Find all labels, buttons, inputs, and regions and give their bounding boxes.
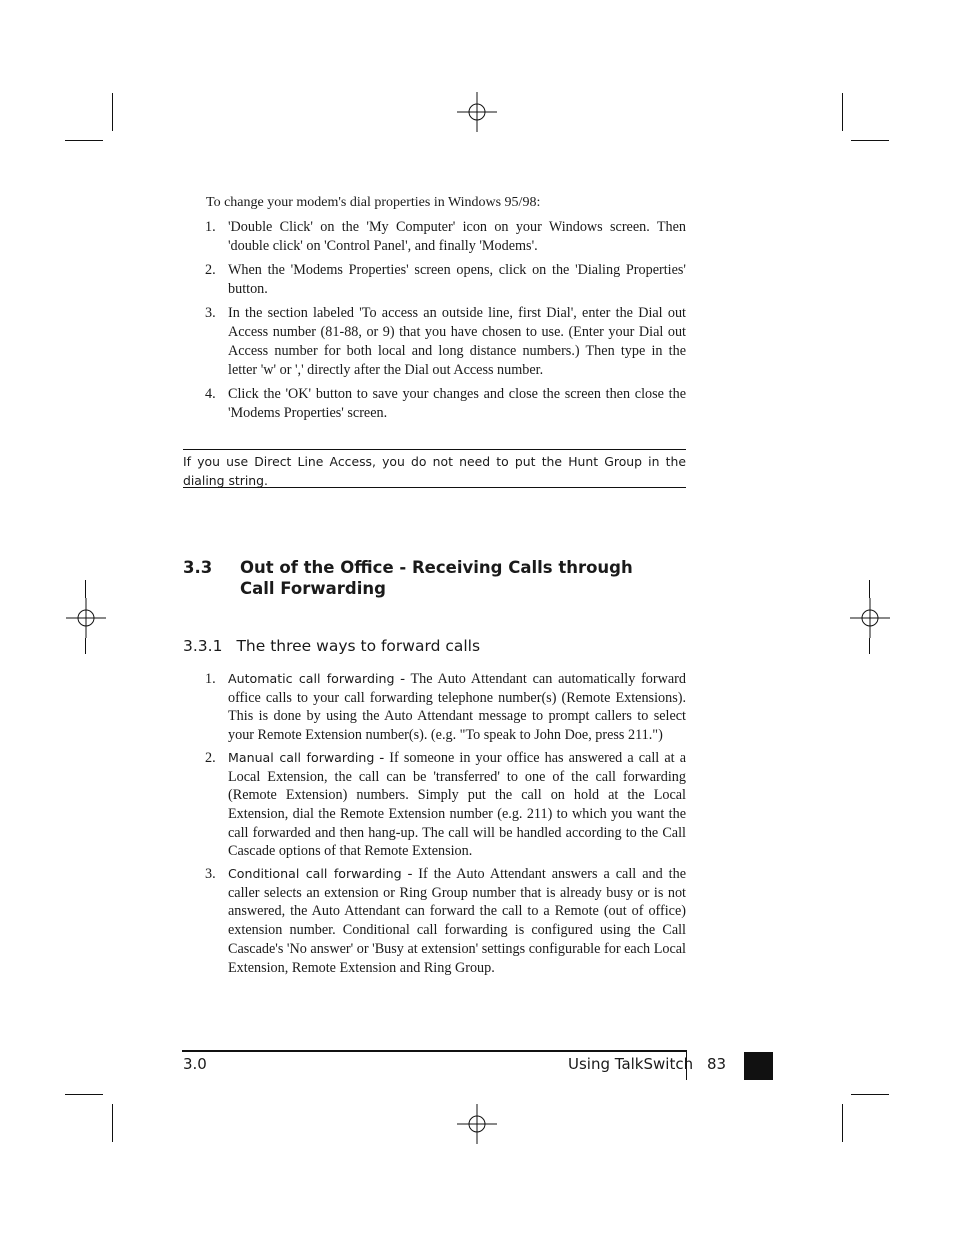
instruction-list [205,218,686,428]
list-item [205,261,686,299]
item-number: 3. [205,305,216,321]
subsection-heading [183,637,480,655]
crop-mark [851,140,889,141]
list-item [205,749,686,861]
item-term: Automatic call forwarding [228,671,395,686]
intro-text: To change your modem's dial properties in Windows 95/98: [206,195,541,210]
registration-mark-icon [457,92,497,132]
section-number: 3.3 [183,558,213,577]
subsection-number: 3.3.1 [183,637,223,655]
crop-mark [65,140,103,141]
item-text: In the section labeled 'To access an outside line, first Dial', enter the Dial out Access number (81-88, or 9) that you have chosen to use. (Enter your Dial out Access number for both local and long distance numbers.) Then type in the letter 'w' or ',' directly after the Dial out Access number. [228,305,686,378]
item-number: 3. [205,866,216,883]
item-number: 2. [205,749,216,766]
item-text: - The Auto Attendant can automatically forward office calls to your call forwarding telephone number(s) (Remote Extensions). This is done by using the Auto Attendant message to prompt callers to select your Remote Extension number(s). (e.g. "To speak to John Doe, press 211.") [228,671,686,744]
item-text: - If the Auto Attendant answers a call and the caller selects an extension or Ring Group number that is already busy or is not answered, the Auto Attendant can forward the call to a Remote (out of office) extension number. Conditional call forwarding is configured using the Call Cascade's 'No answer' or 'Busy at extension' settings configurable for each Local Extension, Remote Extension and Ring Group. [228,866,686,976]
item-text: When the 'Modems Properties' screen opens, click on the 'Dialing Properties' button. [228,262,686,297]
item-text: 'Double Click' on the 'My Computer' icon on your Windows screen. Then 'double click' on 'Control Panel', and finally 'Modems'. [228,219,686,254]
item-text: Click the 'OK' button to save your changes and close the screen then close the 'Modems Properties' screen. [228,386,686,421]
item-text: - If someone in your office has answered a call at a Local Extension, the call can be 'transferred' to one of the call forwarding (Remote Extension) numbers. Simply put the call on hold at the Local Extension, dial the Remote Extension number (e.g. 211) to which you want the call forwarded and then hang-up. The call will be handled according to the Call Cascade options of that Remote Extension. [228,749,686,860]
crop-mark [85,580,86,598]
thumb-tab [744,1052,773,1080]
footer-title: Using TalkSwitch [568,1055,694,1073]
item-number: 1. [205,671,216,687]
crop-mark [85,638,86,654]
list-item [205,670,686,745]
footer-rule [182,1050,687,1052]
list-item [205,218,686,256]
item-number: 2. [205,262,216,278]
crop-mark [112,1104,113,1142]
list-item [205,385,686,423]
crop-mark [842,1104,843,1142]
item-number: 4. [205,386,216,402]
item-term: Conditional call forwarding [228,866,402,882]
registration-mark-icon [457,1104,497,1144]
page-number: 83 [707,1055,727,1073]
subsection-title: The three ways to forward calls [236,637,481,655]
crop-mark [851,1094,889,1095]
registration-mark-icon [66,598,106,638]
forwarding-list [205,670,686,981]
note-box: If you use Direct Line Access, you do not need to put the Hunt Group in the dialing string. [183,449,686,488]
item-term: Manual call forwarding [228,749,375,765]
crop-mark [842,93,843,131]
crop-mark [112,93,113,131]
crop-mark [869,580,870,598]
registration-mark-icon [850,598,890,638]
list-item [205,865,686,977]
list-item [205,304,686,380]
footer-chapter: 3.0 [183,1055,207,1073]
section-title: Out of the Office - Receiving Calls through Call Forwarding [240,558,633,598]
item-number: 1. [205,219,216,235]
crop-mark [65,1094,103,1095]
crop-mark [869,638,870,654]
